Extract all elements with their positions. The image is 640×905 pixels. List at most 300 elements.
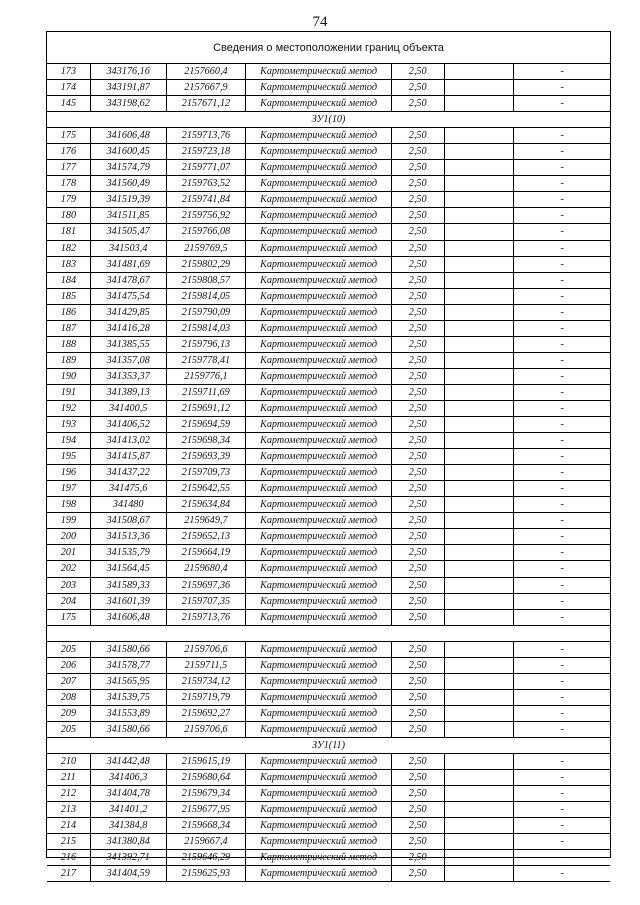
x-coordinate-cell: 341429,85: [91, 305, 167, 320]
point-number-cell: 197: [47, 481, 91, 496]
method-cell: Картометрический метод: [246, 545, 391, 560]
page-number: 74: [312, 14, 328, 30]
y-coordinate-cell: 2159680,4: [167, 561, 247, 576]
y-coordinate-cell: 2159652,13: [167, 529, 247, 544]
table-row: [47, 529, 610, 545]
method-cell: Картометрический метод: [246, 369, 391, 384]
method-cell: Картометрический метод: [246, 64, 391, 79]
coordinates-table: [46, 31, 611, 880]
y-coordinate-cell: 2159711,69: [167, 385, 247, 400]
accuracy-cell: 2,50: [392, 353, 445, 368]
point-number-cell: 213: [47, 802, 91, 817]
table-row: [47, 594, 610, 610]
description-cell: -: [560, 563, 564, 575]
table-row: [47, 385, 610, 401]
accuracy-cell: 2,50: [392, 208, 445, 223]
table-row: [47, 337, 610, 353]
x-coordinate-cell: 341480: [91, 497, 167, 512]
y-coordinate-cell: 2159693,39: [167, 449, 247, 464]
extra-cell: [445, 305, 515, 320]
x-coordinate-cell: 341385,55: [91, 337, 167, 352]
extra-cell: [445, 481, 515, 496]
point-number-cell: 179: [47, 192, 91, 207]
x-coordinate-cell: 341357,08: [91, 353, 167, 368]
extra-cell: [445, 176, 515, 191]
x-coordinate-cell: 341404,78: [91, 786, 167, 801]
y-coordinate-cell: 2159802,29: [167, 257, 247, 272]
table-row: [47, 208, 610, 224]
description-cell: -: [560, 499, 564, 511]
description-cell: -: [560, 226, 564, 238]
extra-cell: [445, 433, 515, 448]
table-row: [47, 369, 610, 385]
description-cell: -: [560, 836, 564, 848]
accuracy-cell: 2,50: [392, 273, 445, 288]
x-coordinate-cell: 341508,67: [91, 513, 167, 528]
description-cell: -: [560, 611, 564, 623]
point-number-cell: 210: [47, 754, 91, 769]
point-number-cell: 185: [47, 289, 91, 304]
point-number-cell: 192: [47, 401, 91, 416]
extra-cell: [445, 385, 515, 400]
method-cell: Картометрический метод: [246, 497, 391, 512]
table-row: [47, 144, 610, 160]
method-cell: Картометрический метод: [246, 610, 391, 625]
extra-cell: [445, 369, 515, 384]
method-cell: Картометрический метод: [246, 449, 391, 464]
point-number-cell: 184: [47, 273, 91, 288]
y-coordinate-cell: 2159692,27: [167, 706, 247, 721]
x-coordinate-cell: 341564,45: [91, 561, 167, 576]
y-coordinate-cell: 2159634,84: [167, 497, 247, 512]
point-number-cell: 214: [47, 818, 91, 833]
section-label: [47, 626, 610, 642]
point-number-cell: 190: [47, 369, 91, 384]
y-coordinate-cell: 2159778,41: [167, 353, 247, 368]
accuracy-cell: 2,50: [392, 64, 445, 79]
method-cell: Картометрический метод: [246, 786, 391, 801]
point-number-cell: 193: [47, 417, 91, 432]
accuracy-cell: 2,50: [392, 449, 445, 464]
point-number-cell: 205: [47, 642, 91, 657]
table-row: [47, 64, 610, 80]
method-cell: Картометрический метод: [246, 192, 391, 207]
method-cell: Картометрический метод: [246, 176, 391, 191]
point-number-cell: 202: [47, 561, 91, 576]
x-coordinate-cell: 341416,28: [91, 321, 167, 336]
method-cell: Картометрический метод: [246, 754, 391, 769]
table-row: [47, 224, 610, 240]
point-number-cell: 195: [47, 449, 91, 464]
table-row: [47, 642, 610, 658]
point-number-cell: 191: [47, 385, 91, 400]
accuracy-cell: 2,50: [392, 561, 445, 576]
point-number-cell: 209: [47, 706, 91, 721]
accuracy-cell: 2,50: [392, 674, 445, 689]
table-row: [47, 273, 610, 289]
extra-cell: [445, 818, 515, 833]
accuracy-cell: 2,50: [392, 497, 445, 512]
y-coordinate-cell: 2159734,12: [167, 674, 247, 689]
y-coordinate-cell: 2159706,6: [167, 642, 247, 657]
x-coordinate-cell: 341601,39: [91, 594, 167, 609]
table-row: [47, 449, 610, 465]
y-coordinate-cell: 2159642,55: [167, 481, 247, 496]
point-number-cell: 204: [47, 594, 91, 609]
extra-cell: [445, 128, 515, 143]
accuracy-cell: 2,50: [392, 337, 445, 352]
description-cell: -: [560, 723, 564, 735]
accuracy-cell: 2,50: [392, 385, 445, 400]
x-coordinate-cell: 341600,45: [91, 144, 167, 159]
extra-cell: [445, 722, 515, 737]
description-cell: -: [560, 595, 564, 607]
method-cell: Картометрический метод: [246, 353, 391, 368]
accuracy-cell: 2,50: [392, 658, 445, 673]
extra-cell: [445, 144, 515, 159]
y-coordinate-cell: 2159679,34: [167, 786, 247, 801]
y-coordinate-cell: 2159698,34: [167, 433, 247, 448]
table-row: [47, 305, 610, 321]
accuracy-cell: 2,50: [392, 545, 445, 560]
method-cell: Картометрический метод: [246, 128, 391, 143]
method-cell: Картометрический метод: [246, 706, 391, 721]
accuracy-cell: 2,50: [392, 144, 445, 159]
extra-cell: [445, 674, 515, 689]
y-coordinate-cell: 2159776,1: [167, 369, 247, 384]
accuracy-cell: 2,50: [392, 529, 445, 544]
method-cell: Картометрический метод: [246, 401, 391, 416]
method-cell: Картометрический метод: [246, 224, 391, 239]
x-coordinate-cell: 341415,87: [91, 449, 167, 464]
extra-cell: [445, 578, 515, 593]
extra-cell: [445, 866, 515, 881]
description-cell: -: [560, 643, 564, 655]
point-number-cell: 187: [47, 321, 91, 336]
extra-cell: [445, 786, 515, 801]
extra-cell: [445, 497, 515, 512]
accuracy-cell: 2,50: [392, 642, 445, 657]
y-coordinate-cell: 2159697,36: [167, 578, 247, 593]
y-coordinate-cell: 2159706,6: [167, 722, 247, 737]
table-row: [47, 176, 610, 192]
y-coordinate-cell: 2159677,95: [167, 802, 247, 817]
description-cell: -: [560, 194, 564, 206]
point-number-cell: 196: [47, 465, 91, 480]
table-row: [47, 578, 610, 594]
y-coordinate-cell: 2159707,35: [167, 594, 247, 609]
description-cell: -: [560, 547, 564, 559]
accuracy-cell: 2,50: [392, 401, 445, 416]
point-number-cell: 198: [47, 497, 91, 512]
section-label: ЗУ1(11): [47, 738, 610, 754]
x-coordinate-cell: 341578,77: [91, 658, 167, 673]
point-number-cell: 173: [47, 64, 91, 79]
method-cell: Картометрический метод: [246, 642, 391, 657]
point-number-cell: 176: [47, 144, 91, 159]
description-cell: -: [560, 868, 564, 880]
description-cell: -: [560, 338, 564, 350]
x-coordinate-cell: 341413,02: [91, 433, 167, 448]
x-coordinate-cell: 341580,66: [91, 722, 167, 737]
x-coordinate-cell: 341406,52: [91, 417, 167, 432]
y-coordinate-cell: 2157671,12: [167, 96, 247, 111]
accuracy-cell: 2,50: [392, 770, 445, 785]
extra-cell: [445, 610, 515, 625]
point-number-cell: 181: [47, 224, 91, 239]
accuracy-cell: 2,50: [392, 834, 445, 849]
x-coordinate-cell: 341353,37: [91, 369, 167, 384]
method-cell: Картометрический метод: [246, 160, 391, 175]
y-coordinate-cell: 2159691,12: [167, 401, 247, 416]
point-number-cell: 186: [47, 305, 91, 320]
point-number-cell: 174: [47, 80, 91, 95]
description-cell: -: [560, 788, 564, 800]
accuracy-cell: 2,50: [392, 257, 445, 272]
description-cell: -: [560, 756, 564, 768]
description-cell: -: [560, 483, 564, 495]
x-coordinate-cell: 341565,95: [91, 674, 167, 689]
x-coordinate-cell: 341475,54: [91, 289, 167, 304]
description-cell: -: [560, 515, 564, 527]
y-coordinate-cell: 2159771,07: [167, 160, 247, 175]
point-number-cell: 189: [47, 353, 91, 368]
method-cell: Картометрический метод: [246, 481, 391, 496]
description-cell: -: [560, 435, 564, 447]
method-cell: Картометрический метод: [246, 321, 391, 336]
table-row: [47, 818, 610, 834]
accuracy-cell: 2,50: [392, 96, 445, 111]
point-number-cell: 212: [47, 786, 91, 801]
x-coordinate-cell: 341513,36: [91, 529, 167, 544]
method-cell: Картометрический метод: [246, 658, 391, 673]
method-cell: Картометрический метод: [246, 513, 391, 528]
extra-cell: [445, 850, 515, 865]
table-row: [47, 401, 610, 417]
accuracy-cell: 2,50: [392, 176, 445, 191]
extra-cell: [445, 289, 515, 304]
table-row: [47, 561, 610, 577]
y-coordinate-cell: 2159694,59: [167, 417, 247, 432]
point-number-cell: 175: [47, 610, 91, 625]
y-coordinate-cell: 2159709,73: [167, 465, 247, 480]
description-cell: -: [560, 531, 564, 543]
description-cell: -: [560, 451, 564, 463]
extra-cell: [445, 80, 515, 95]
description-cell: -: [560, 579, 564, 591]
description-cell: -: [560, 146, 564, 158]
x-coordinate-cell: 341392,71: [91, 850, 167, 865]
accuracy-cell: 2,50: [392, 818, 445, 833]
accuracy-cell: 2,50: [392, 786, 445, 801]
table-row: [47, 610, 610, 626]
table-row: [47, 770, 610, 786]
extra-cell: [445, 192, 515, 207]
extra-cell: [445, 160, 515, 175]
point-number-cell: 206: [47, 658, 91, 673]
description-cell: -: [560, 290, 564, 302]
y-coordinate-cell: 2159796,13: [167, 337, 247, 352]
method-cell: Картометрический метод: [246, 802, 391, 817]
extra-cell: [445, 529, 515, 544]
extra-cell: [445, 273, 515, 288]
x-coordinate-cell: 341389,13: [91, 385, 167, 400]
point-number-cell: 207: [47, 674, 91, 689]
y-coordinate-cell: 2159649,7: [167, 513, 247, 528]
section-label: ЗУ1(10): [47, 112, 610, 128]
table-row: [47, 465, 610, 481]
extra-cell: [445, 706, 515, 721]
extra-cell: [445, 594, 515, 609]
accuracy-cell: 2,50: [392, 594, 445, 609]
point-number-cell: 208: [47, 690, 91, 705]
description-cell: -: [560, 306, 564, 318]
method-cell: Картометрический метод: [246, 257, 391, 272]
description-cell: -: [560, 130, 564, 142]
table-row: [47, 241, 610, 257]
y-coordinate-cell: 2159808,57: [167, 273, 247, 288]
table-row: [47, 786, 610, 802]
accuracy-cell: 2,50: [392, 160, 445, 175]
method-cell: Картометрический метод: [246, 273, 391, 288]
description-cell: -: [560, 675, 564, 687]
y-coordinate-cell: 2159741,84: [167, 192, 247, 207]
table-row: [47, 834, 610, 850]
accuracy-cell: 2,50: [392, 802, 445, 817]
description-cell: -: [560, 852, 564, 864]
point-number-cell: 177: [47, 160, 91, 175]
extra-cell: [445, 224, 515, 239]
extra-cell: [445, 64, 515, 79]
method-cell: Картометрический метод: [246, 770, 391, 785]
accuracy-cell: 2,50: [392, 224, 445, 239]
x-coordinate-cell: 341505,47: [91, 224, 167, 239]
description-cell: -: [560, 242, 564, 254]
x-coordinate-cell: 341380,84: [91, 834, 167, 849]
description-cell: -: [560, 258, 564, 270]
description-cell: -: [560, 82, 564, 94]
point-number-cell: 215: [47, 834, 91, 849]
method-cell: Картометрический метод: [246, 417, 391, 432]
x-coordinate-cell: 341406,3: [91, 770, 167, 785]
x-coordinate-cell: 341442,48: [91, 754, 167, 769]
method-cell: Картометрический метод: [246, 529, 391, 544]
y-coordinate-cell: 2159814,03: [167, 321, 247, 336]
point-number-cell: 182: [47, 241, 91, 256]
y-coordinate-cell: 2159625,93: [167, 866, 247, 881]
extra-cell: [445, 834, 515, 849]
table-row: [47, 690, 610, 706]
accuracy-cell: 2,50: [392, 241, 445, 256]
description-cell: -: [560, 804, 564, 816]
y-coordinate-cell: 2159790,09: [167, 305, 247, 320]
description-cell: -: [560, 419, 564, 431]
method-cell: Картометрический метод: [246, 80, 391, 95]
accuracy-cell: 2,50: [392, 690, 445, 705]
extra-cell: [445, 241, 515, 256]
extra-cell: [445, 770, 515, 785]
table-row: [47, 289, 610, 305]
table-row: [47, 128, 610, 144]
point-number-cell: 175: [47, 128, 91, 143]
x-coordinate-cell: 341437,22: [91, 465, 167, 480]
point-number-cell: 188: [47, 337, 91, 352]
table-row: [47, 497, 610, 513]
x-coordinate-cell: 341606,48: [91, 610, 167, 625]
accuracy-cell: 2,50: [392, 513, 445, 528]
table-row: [47, 850, 610, 866]
point-number-cell: 199: [47, 513, 91, 528]
y-coordinate-cell: 2159814,05: [167, 289, 247, 304]
y-coordinate-cell: 2159713,76: [167, 128, 247, 143]
y-coordinate-cell: 2159756,92: [167, 208, 247, 223]
table-row: [47, 513, 610, 529]
x-coordinate-cell: 341606,48: [91, 128, 167, 143]
extra-cell: [445, 401, 515, 416]
y-coordinate-cell: 2159769,5: [167, 241, 247, 256]
accuracy-cell: 2,50: [392, 305, 445, 320]
extra-cell: [445, 417, 515, 432]
description-cell: -: [560, 370, 564, 382]
extra-cell: [445, 754, 515, 769]
table-row: [47, 674, 610, 690]
accuracy-cell: 2,50: [392, 80, 445, 95]
method-cell: Картометрический метод: [246, 561, 391, 576]
x-coordinate-cell: 341400,5: [91, 401, 167, 416]
extra-cell: [445, 545, 515, 560]
description-cell: -: [560, 820, 564, 832]
accuracy-cell: 2,50: [392, 289, 445, 304]
accuracy-cell: 2,50: [392, 321, 445, 336]
y-coordinate-cell: 2159723,18: [167, 144, 247, 159]
method-cell: Картометрический метод: [246, 241, 391, 256]
y-coordinate-cell: 2159719,79: [167, 690, 247, 705]
accuracy-cell: 2,50: [392, 481, 445, 496]
table-title: Сведения о местоположении границ объекта: [213, 41, 444, 54]
table-row: [47, 754, 610, 770]
extra-cell: [445, 353, 515, 368]
y-coordinate-cell: 2159615,19: [167, 754, 247, 769]
description-cell: -: [560, 210, 564, 222]
accuracy-cell: 2,50: [392, 417, 445, 432]
x-coordinate-cell: 341519,39: [91, 192, 167, 207]
description-cell: -: [560, 659, 564, 671]
table-row: [47, 96, 610, 112]
method-cell: Картометрический метод: [246, 144, 391, 159]
y-coordinate-cell: 2159763,52: [167, 176, 247, 191]
method-cell: Картометрический метод: [246, 866, 391, 881]
method-cell: Картометрический метод: [246, 834, 391, 849]
x-coordinate-cell: 341553,89: [91, 706, 167, 721]
point-number-cell: 205: [47, 722, 91, 737]
description-cell: -: [560, 322, 564, 334]
table-row: [47, 433, 610, 449]
description-cell: -: [560, 403, 564, 414]
method-cell: Картометрический метод: [246, 578, 391, 593]
method-cell: Картометрический метод: [246, 674, 391, 689]
point-number-cell: 178: [47, 176, 91, 191]
x-coordinate-cell: 341580,66: [91, 642, 167, 657]
method-cell: Картометрический метод: [246, 690, 391, 705]
extra-cell: [445, 96, 515, 111]
method-cell: Картометрический метод: [246, 385, 391, 400]
x-coordinate-cell: 341539,75: [91, 690, 167, 705]
method-cell: Картометрический метод: [246, 433, 391, 448]
table-row: [47, 545, 610, 561]
y-coordinate-cell: 2159711,5: [167, 658, 247, 673]
x-coordinate-cell: 341384,8: [91, 818, 167, 833]
accuracy-cell: 2,50: [392, 722, 445, 737]
